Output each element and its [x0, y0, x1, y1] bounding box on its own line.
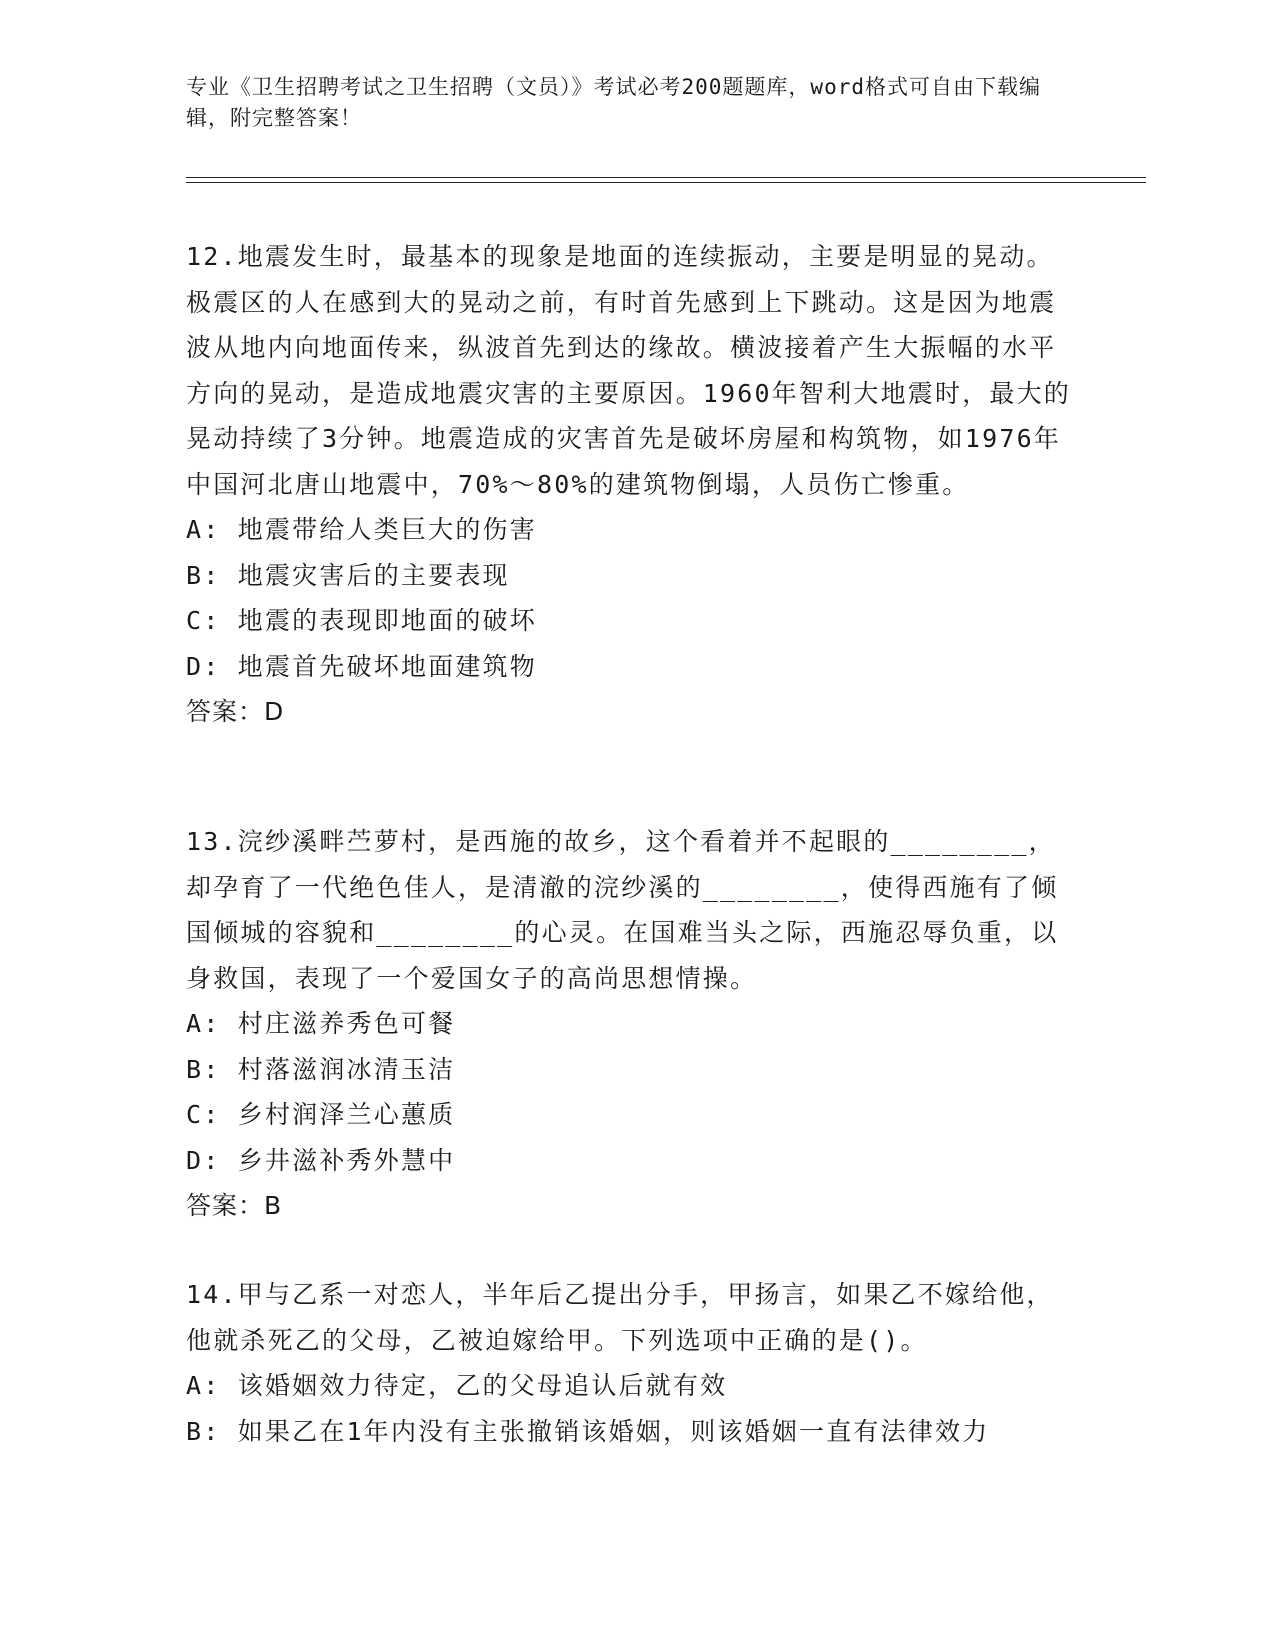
document-header	[186, 72, 1066, 134]
question-stem: 12.地震发生时，最基本的现象是地面的连续振动，主要是明显的晃动。极震区的人在感到大的晃动之前，有时首先感到上下跳动。这是因为地震波从地内向地面传来，纵波首先到达的缘故。横波接着产生大振幅的水平方向的晃动，是造成地震灾害的主要原因。1960年智利大地震时，最大的晃动持续了3分钟。地震造成的灾害首先是破坏房屋和构筑物，如1976年中国河北唐山地震中，70%～80%的建筑物倒塌，人员伤亡惨重。	[186, 242, 1072, 499]
option-a: A: 地震带给人类巨大的伤害	[186, 515, 537, 544]
option-b: B: 如果乙在1年内没有主张撤销该婚姻，则该婚姻一直有法律效力	[186, 1416, 990, 1446]
option-a: A: 该婚姻效力待定，乙的父母追认后就有效	[186, 1371, 728, 1400]
answer-line: 答案：B	[186, 1191, 283, 1220]
question-12	[186, 234, 1076, 735]
answer-line: 答案：D	[186, 697, 285, 726]
question-14	[186, 1272, 1076, 1454]
option-b: B: 地震灾害后的主要表现	[186, 560, 510, 590]
option-a: A: 村庄滋养秀色可餐	[186, 1009, 456, 1038]
header-divider-bottom	[186, 182, 1146, 183]
question-stem: 14.甲与乙系一对恋人，半年后乙提出分手，甲扬言，如果乙不嫁给他，他就杀死乙的父母，乙被迫嫁给甲。下列选项中正确的是()。	[186, 1280, 1054, 1355]
option-d: D: 乡井滋补秀外慧中	[186, 1145, 456, 1175]
question-13	[186, 819, 1076, 1229]
option-d: D: 地震首先破坏地面建筑物	[186, 651, 537, 681]
header-divider-top	[186, 177, 1146, 178]
question-stem: 13.浣纱溪畔苎萝村，是西施的故乡，这个看着并不起眼的________，却孕育了一代绝色佳人，是清澈的浣纱溪的________，使得西施有了倾国倾城的容貌和________的心灵。在国难当头之际，西施忍辱负重，以身救国，表现了一个爱国女子的高尚思想情操。	[186, 827, 1059, 993]
option-c: C: 地震的表现即地面的破坏	[186, 606, 537, 635]
option-c: C: 乡村润泽兰心蕙质	[186, 1100, 456, 1129]
option-b: B: 村落滋润冰清玉洁	[186, 1054, 456, 1084]
header-text: 专业《卫生招聘考试之卫生招聘（文员）》考试必考200题题库，word格式可自由下载编辑，附完整答案！	[186, 75, 1041, 130]
